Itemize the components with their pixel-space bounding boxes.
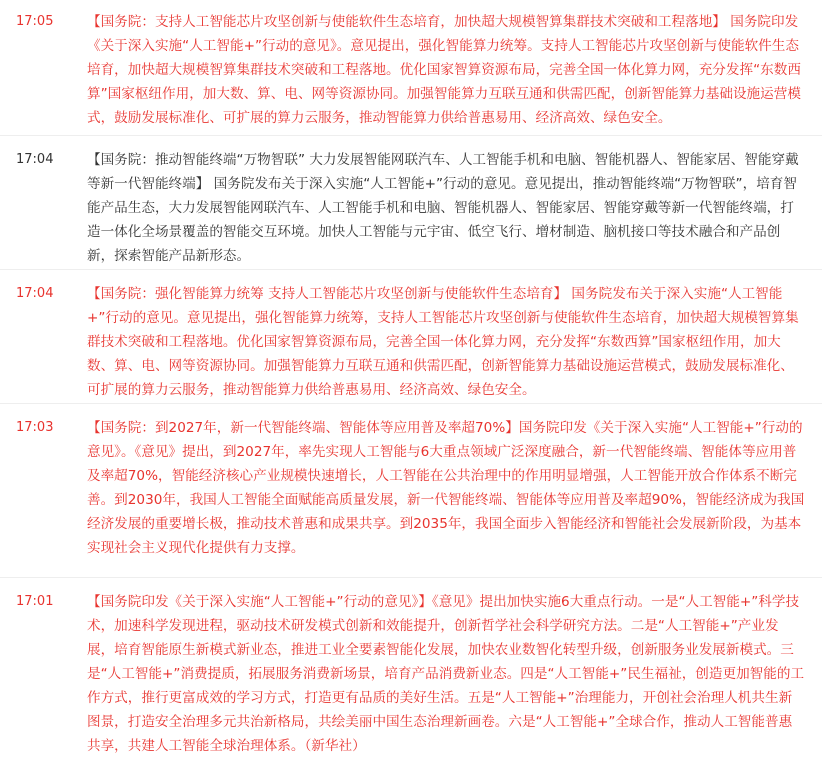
news-time: 17:04	[16, 286, 54, 301]
news-time: 17:04	[16, 152, 54, 167]
news-item[interactable]	[0, 270, 822, 404]
news-item[interactable]	[0, 578, 822, 754]
news-content: 【国务院：到2027年，新一代智能终端、智能体等应用普及率超70%】国务院印发《关于深入实施“人工智能+”行动的意见》。《意见》提出，到2027年，率先实现人工智能与6大重点领域广泛深度融合，新一代智能终端、智能体等应用普及率超70%，智能经济核心产业规模快速增长，人工智能在公共治理中的作用明显增强，人工智能开放合作体系不断完善。到2030年，我国人工智能全面赋能高质量发展，新一代智能终端、智能体等应用普及率超90%，智能经济成为我国经济发展的重要增长极，推动技术普惠和成果共享。到2035年，我国全面步入智能经济和智能社会发展新阶段，为基本实现社会主义现代化提供有力支撑。	[87, 420, 805, 556]
news-content: 【国务院：强化智能算力统筹 支持人工智能芯片攻坚创新与使能软件生态培育】 国务院发布关于深入实施“人工智能+”行动的意见。意见提出，强化智能算力统筹，支持人工智能芯片攻坚创新与使能软件生态培育，加快超大规模智算集群技术突破和工程落地。优化国家智算资源布局，完善全国一体化算力网，充分发挥“东数西算”国家枢纽作用，加大数、算、电、网等资源协同。加强智能算力互联互通和供需匹配，创新智能算力基础设施运营模式，鼓励发展标准化、可扩展的算力云服务，推动智能算力供给普惠易用、经济高效、绿色安全。	[87, 286, 799, 398]
news-item[interactable]	[0, 136, 822, 270]
news-content: 【国务院：推动智能终端“万物智联” 大力发展智能网联汽车、人工智能手机和电脑、智能机器人、智能家居、智能穿戴等新一代智能终端】 国务院发布关于深入实施“人工智能+”行动的意见。意见提出，推动智能终端“万物智联”，培育智能产品生态，大力发展智能网联汽车、人工智能手机和电脑、智能机器人、智能家居、智能穿戴等新一代智能终端，打造一体化全场景覆盖的智能交互环境。加快人工智能与元宇宙、低空飞行、增材制造、脑机接口等技术融合和产品创新，探索智能产品新形态。	[87, 152, 799, 264]
news-item[interactable]	[0, 404, 822, 578]
news-time: 17:03	[16, 420, 54, 435]
news-time: 17:05	[16, 14, 54, 29]
news-item[interactable]	[0, 0, 822, 136]
news-content: 【国务院：支持人工智能芯片攻坚创新与使能软件生态培育，加快超大规模智算集群技术突破和工程落地】 国务院印发《关于深入实施“人工智能+”行动的意见》。意见提出，强化智能算力统筹。支持人工智能芯片攻坚创新与使能软件生态培育，加快超大规模智算集群技术突破和工程落地。优化国家智算资源布局，完善全国一体化算力网，充分发挥“东数西算”国家枢纽作用，加大数、算、电、网等资源协同。加强智能算力互联互通和供需匹配，创新智能算力基础设施运营模式，鼓励发展标准化、可扩展的算力云服务，推动智能算力供给普惠易用、经济高效、绿色安全。	[87, 14, 801, 126]
news-content: 【国务院印发《关于深入实施“人工智能+”行动的意见》】《意见》提出加快实施6大重点行动。一是“人工智能+”科学技术，加速科学发现进程，驱动技术研发模式创新和效能提升，创新哲学社会科学研究方法。二是“人工智能+”产业发展，培育智能原生新模式新业态，推进工业全要素智能化发展，加快农业数智化转型升级，创新服务业发展新模式。三是“人工智能+”消费提质，拓展服务消费新场景，培育产品消费新业态。四是“人工智能+”民生福祉，创造更加智能的工作方式，推行更富成效的学习方式，打造更有品质的美好生活。五是“人工智能+”治理能力，开创社会治理人机共生新图景，打造安全治理多元共治新格局，共绘美丽中国生态治理新画卷。六是“人工智能+”全球合作，推动人工智能普惠共享，共建人工智能全球治理体系。（新华社）	[87, 594, 805, 754]
news-time: 17:01	[16, 594, 54, 609]
